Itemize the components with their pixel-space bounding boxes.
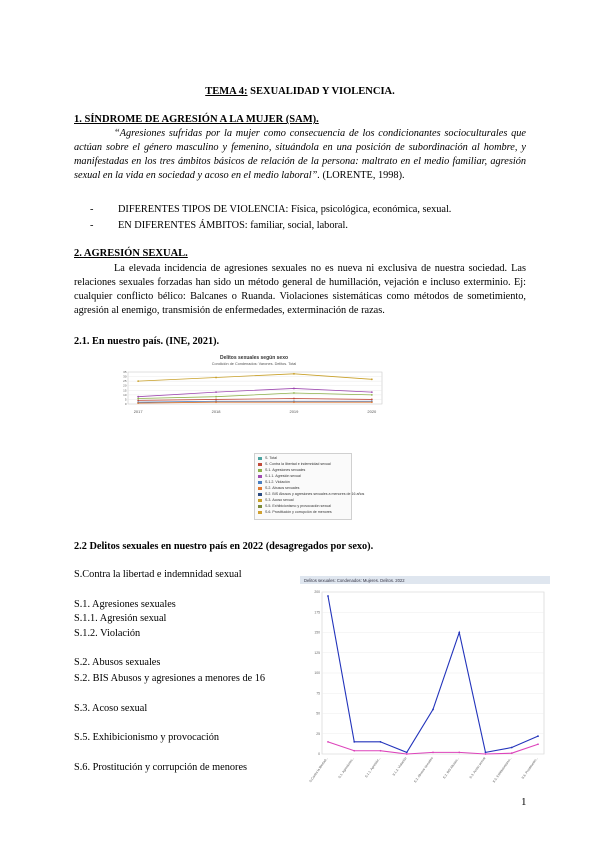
x-tick-label: 2019 — [289, 409, 299, 414]
y-tick-label: 100 — [314, 671, 320, 676]
section2-paragraph: La elevada incidencia de agresiones sexuales no es nueva ni exclusiva de nuestra sociedad. Las relaciones sexuales forzadas han sido un método general de humillación, vejación e incluso exterminio. Ej: cualquier conflicto bélico: Balcanes o Ruanda. Violaciones sistemáticas como métodos de sometimiento, agresión al enemigo, transmisión de enfermedades, exterminación de razas. — [74, 263, 526, 316]
legend-swatch — [258, 481, 262, 484]
data-point — [137, 396, 139, 398]
y-tick-label: 10 — [123, 392, 127, 397]
chart-title: Delitos sexuales: Condenados: Mujeres. Delitos. 2022 — [304, 578, 405, 583]
data-point — [485, 751, 487, 753]
legend-swatch — [258, 511, 262, 514]
data-point — [215, 377, 217, 379]
crime-list-item: S.1.1. Agresión sexual — [74, 613, 167, 624]
bullet-item: - EN DIFERENTES ÁMBITOS: familiar, social, laboral. — [90, 220, 348, 231]
violence-bullets — [90, 202, 530, 234]
x-tick-label: 2017 — [133, 409, 143, 414]
data-point — [458, 632, 460, 634]
y-tick-label: 30 — [123, 374, 127, 379]
y-tick-label: 15 — [123, 388, 127, 393]
x-tick-label: S.3. Acoso sexual — [468, 756, 487, 780]
crime-list-item: S.5. Exhibicionismo y provocación — [74, 732, 219, 743]
data-point — [293, 401, 295, 403]
data-point — [293, 373, 295, 375]
legend-swatch — [258, 487, 262, 490]
crime-list-item: S.3. Acoso sexual — [74, 703, 148, 714]
legend-swatch — [258, 463, 262, 466]
x-tick-label: S.2. Abusos sexuales — [413, 756, 434, 784]
data-point — [353, 750, 355, 752]
y-tick-label: 5 — [124, 397, 127, 402]
legend-label: S.3. Acoso sexual — [265, 498, 294, 502]
series-line — [138, 393, 372, 398]
data-point — [293, 398, 295, 400]
legend-swatch — [258, 475, 262, 478]
y-tick-label: 75 — [316, 691, 320, 696]
data-point — [371, 401, 373, 403]
y-tick-label: 0 — [318, 752, 320, 757]
data-point — [537, 743, 539, 745]
data-point — [458, 751, 460, 753]
legend-swatch — [258, 493, 262, 496]
data-point — [137, 380, 139, 382]
data-point — [485, 753, 487, 755]
legend-label: S. Total — [265, 456, 277, 460]
y-tick-label: 35 — [123, 370, 127, 374]
series-line — [138, 374, 372, 381]
section22-heading: 2.2 Delitos sexuales en nuestro país en 2022 (desagregados por sexo). — [74, 541, 374, 552]
legend-entry — [255, 509, 351, 515]
x-tick-label: S.Contra la libertad... — [308, 756, 329, 784]
data-point — [215, 391, 217, 393]
section21-heading: 2.1. En nuestro país. (INE, 2021). — [74, 336, 220, 347]
data-point — [380, 750, 382, 752]
series-line — [138, 388, 372, 396]
legend-label: S.2. BIS Abusos y agresiones sexuales a menores de 16 años — [265, 492, 365, 496]
section1-heading: 1. SÍNDROME DE AGRESIÓN A LA MUJER (SAM). — [74, 114, 319, 125]
legend-label: S.1.2. Violación — [265, 480, 290, 484]
legend-label: S.1.1. Agresión sexual — [265, 474, 301, 478]
data-point — [537, 735, 539, 737]
series-line — [328, 596, 538, 752]
legend-label: S.5. Exhibicionismo y provocación sexual — [265, 504, 331, 508]
data-point — [215, 399, 217, 401]
data-point — [406, 753, 408, 755]
legend-label: S.1. Agresiones sexuales — [265, 468, 306, 472]
y-tick-label: 175 — [314, 610, 320, 615]
data-point — [371, 378, 373, 380]
data-point — [137, 399, 139, 401]
legend-label: S.6. Prostitución y corrupción de menores — [265, 510, 332, 514]
x-tick-label: S.5. Exhibicionismo... — [491, 756, 513, 784]
series-line — [138, 402, 372, 403]
data-point — [511, 752, 513, 754]
crime-list-item: S.2. Abusos sexuales — [74, 657, 161, 668]
data-point — [293, 388, 295, 390]
data-point — [406, 751, 408, 753]
x-tick-label: S.1. Agresiones... — [337, 756, 356, 780]
y-tick-label: 125 — [314, 650, 320, 655]
bullet-item: - DIFERENTES TIPOS DE VIOLENCIA: Física, psicológica, económica, sexual. — [90, 204, 452, 215]
x-tick-label: S.6. Prostitución... — [520, 756, 539, 780]
x-tick-label: S.2. BIS Abusos... — [442, 756, 461, 780]
crime-list-item: S.Contra la libertad e indemnidad sexual — [74, 569, 242, 580]
data-point — [353, 741, 355, 743]
chart-delitos-2022 — [300, 576, 550, 784]
y-tick-label: 50 — [316, 711, 320, 716]
page-title: TEMA 4: SEXUALIDAD Y VIOLENCIA. — [205, 86, 395, 97]
data-point — [293, 392, 295, 394]
section2-heading: 2. AGRESIÓN SEXUAL. — [74, 248, 188, 259]
data-point — [137, 402, 139, 404]
legend-swatch — [258, 499, 262, 502]
x-tick-label: S.1.2. Violación — [391, 756, 408, 777]
y-tick-label: 150 — [314, 630, 320, 635]
data-point — [432, 709, 434, 711]
x-axis-labels — [118, 409, 390, 417]
crime-list-item: S.1. Agresiones sexuales — [74, 599, 176, 610]
y-tick-label: 20 — [123, 383, 127, 388]
data-point — [432, 751, 434, 753]
legend-swatch — [258, 457, 262, 460]
legend-label: S. Contra la libertad e indemnidad sexual — [265, 462, 331, 466]
y-tick-label: 25 — [123, 379, 127, 384]
chart-title: Delitos sexuales según sexo — [219, 355, 289, 361]
data-point — [215, 396, 217, 398]
y-tick-label: 200 — [314, 590, 320, 595]
data-point — [371, 399, 373, 401]
page-number: 1 — [521, 796, 527, 808]
crime-list-item: S.2. BIS Abusos y agresiones a menores de 16 — [74, 673, 266, 684]
x-tick-label: S.1.1. Agresión... — [364, 756, 382, 779]
sam-definition: “Agresiones sufridas por la mujer como consecuencia de los condicionantes socioculturales que actúan sobre el género masculino y femenino, situándola en una posición de subordinación al hombre, y manifestadas en los tres ámbitos básicos de relación de la persona: maltrato en el medio familiar, agresión sexual en la vida en sociedad y acoso en el medio laboral”. (LORENTE, 1998). — [74, 128, 526, 181]
chart-subtitle: Condición de Condenados: Varones. Delitos. Total — [211, 362, 297, 366]
y-tick-label: 25 — [316, 731, 320, 736]
data-point — [371, 391, 373, 393]
crime-list-item: S.1.2. Violación — [74, 628, 141, 639]
data-point — [511, 747, 513, 749]
chart-ine-2021 — [118, 352, 390, 408]
legend-label: S.2. Abusos sexuales — [265, 486, 300, 490]
legend-swatch — [258, 469, 262, 472]
x-tick-label: 2018 — [211, 409, 221, 414]
legend-swatch — [258, 505, 262, 508]
chart-legend — [254, 453, 365, 520]
x-tick-label: 2020 — [367, 409, 377, 414]
data-point — [327, 595, 329, 597]
data-point — [380, 741, 382, 743]
y-tick-label: 0 — [124, 402, 127, 406]
data-point — [327, 741, 329, 743]
data-point — [215, 401, 217, 403]
crime-list-item: S.6. Prostitución y corrupción de menores — [74, 762, 248, 773]
data-point — [137, 398, 139, 400]
data-point — [371, 394, 373, 396]
